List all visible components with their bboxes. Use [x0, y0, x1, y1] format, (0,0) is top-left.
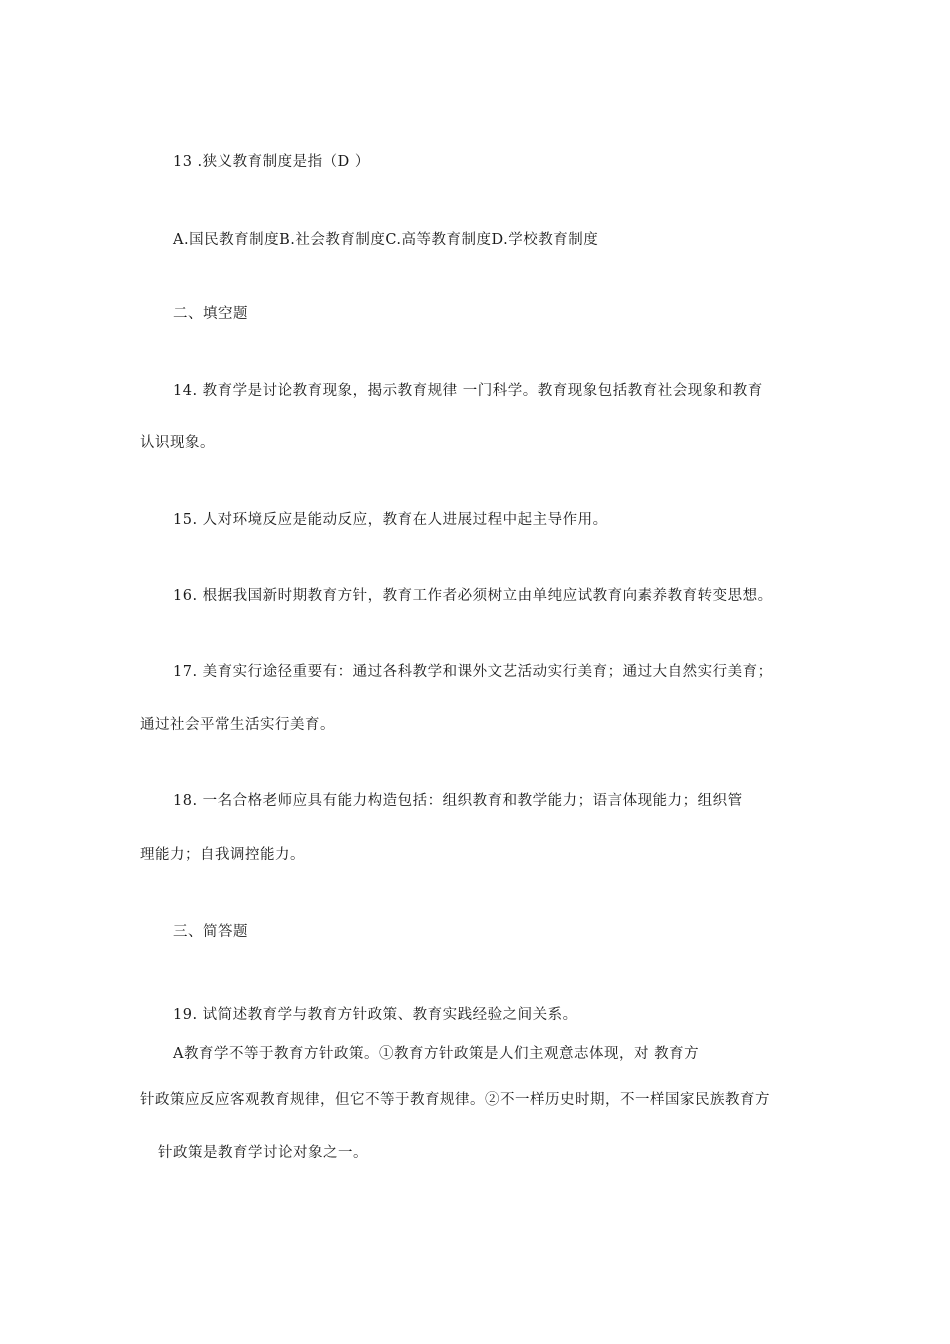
question-17-continued: 通过社会平常生活实行美育。: [140, 717, 335, 733]
section-heading-short-answer: 三、简答题: [173, 924, 248, 940]
answer-19-line-3: 针政策是教育学讨论对象之一。: [158, 1145, 368, 1161]
question-13-options: A.国民教育制度B.社会教育制度C.高等教育制度D.学校教育制度: [173, 232, 599, 248]
question-14-continued: 认识现象。: [140, 435, 215, 451]
question-13: 13 .狭义教育制度是指（D ）: [173, 154, 370, 170]
question-18: 18. 一名合格老师应具有能力构造包括：组织教育和教学能力；语言体现能力；组织管: [173, 793, 743, 809]
section-heading-fill-in: 二、填空题: [173, 306, 248, 322]
answer-19-line-2: 针政策应反应客观教育规律，但它不等于教育规律。②不一样历史时期，不一样国家民族教育方: [140, 1092, 770, 1108]
question-19: 19. 试简述教育学与教育方针政策、教育实践经验之间关系。: [173, 1007, 578, 1023]
answer-19-line-1: A教育学不等于教育方针政策。①教育方针政策是人们主观意志体现，对 教育方: [173, 1046, 700, 1062]
question-15: 15. 人对环境反应是能动反应，教育在人进展过程中起主导作用。: [173, 512, 608, 528]
question-16: 16. 根据我国新时期教育方针，教育工作者必须树立由单纯应试教育向素养教育转变思想。: [173, 588, 773, 604]
question-17: 17. 美育实行途径重要有：通过各科教学和课外文艺活动实行美育；通过大自然实行美育；: [173, 664, 773, 680]
question-14: 14. 教育学是讨论教育现象，揭示教育规律 一门科学。教育现象包括教育社会现象和教育: [173, 383, 763, 399]
question-18-continued: 理能力；自我调控能力。: [140, 847, 305, 863]
